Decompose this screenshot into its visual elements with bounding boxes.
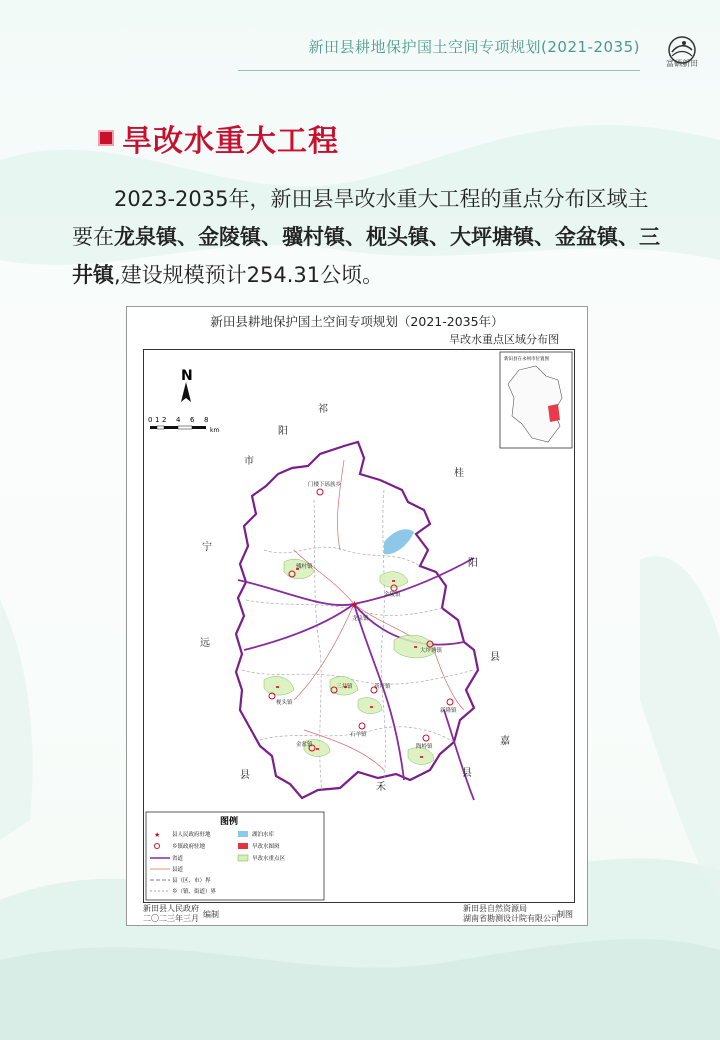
paragraph-part-2: ,建设规模预计254.31公顷。 (114, 263, 384, 287)
scale-bar (148, 416, 219, 434)
county-seat-star-icon: ★ (350, 600, 359, 611)
neighbor-label-3: 市 (244, 456, 254, 467)
scale-tick-0: 0 (148, 416, 153, 424)
map-frame (143, 349, 575, 903)
legend-county-road: 县道 (172, 867, 184, 873)
town-label-xinlong: 新隆镇 (440, 708, 457, 714)
neighbor-label-4: 桂 (454, 468, 464, 479)
neighbor-label-5: 阳 (468, 558, 478, 569)
neighbor-label-8: 县 (490, 652, 500, 663)
town-label-shiyang: 石羊镇 (350, 732, 367, 738)
town-label-dapingtang: 大坪塘镇 (420, 648, 443, 654)
scale-tick-5: 8 (204, 416, 209, 424)
legend-county-seat: 县人民政府驻地 (172, 832, 211, 838)
legend-title: 图例 (220, 817, 239, 827)
town-label-xingzhong: 新圩镇 (374, 684, 391, 690)
north-arrow-icon (181, 368, 193, 402)
header-title: 新田县耕地保护国土空间专项规划(2021-2035) (308, 38, 640, 56)
scale-tick-2: 2 (162, 416, 167, 424)
paragraph-towns: 龙泉镇、金陵镇、骥村镇、枧头镇、大坪塘镇、金盆镇、三井镇 (72, 225, 660, 287)
legend-town-seat: 乡镇政府驻地 (172, 844, 206, 850)
scale-tick-3: 4 (176, 416, 181, 424)
neighbor-label-7: 远 (200, 638, 210, 649)
legend-town-boundary: 乡（镇、街道）界 (172, 889, 217, 895)
map-figure (126, 306, 588, 926)
neighbor-label-1: 祁 (318, 404, 328, 415)
header-divider (238, 70, 640, 71)
town-label-sanjing: 三井镇 (336, 684, 353, 690)
inset-map (500, 352, 572, 448)
logo-text: 富硒新田 (666, 59, 698, 68)
town-label-jinling: 金陵镇 (384, 592, 401, 598)
inset-caption: 新田县在永州市位置图 (504, 357, 549, 362)
scale-unit: km (210, 427, 220, 434)
town-label-jiantou: 枧头镇 (276, 700, 293, 706)
section-marker-icon (98, 130, 114, 146)
legend-patch: 旱改水图斑 (252, 844, 280, 850)
neighbor-label-9: 县 (240, 770, 250, 781)
neighbor-label-10: 嘉 (500, 736, 510, 747)
paragraph-part-1: 2023-2035年，新田县旱改水重大工程的重点分布区域主要在 (72, 187, 649, 249)
town-label-menlou: 门楼下瑶族乡 (308, 482, 342, 488)
footer-compiled-label: 编制 (203, 910, 219, 919)
scale-tick-1: 1 (155, 416, 160, 424)
neighbor-label-11: 禾 (376, 782, 386, 793)
town-label-taoling: 陶岭镇 (416, 744, 433, 750)
footer-produced-label: 制图 (557, 910, 573, 919)
map-legend (146, 812, 324, 900)
legend-lake: 湖泊水库 (252, 832, 275, 838)
section-heading (98, 116, 339, 160)
svg-text:★: ★ (154, 831, 161, 839)
north-label: N (181, 368, 193, 384)
county-map (144, 350, 574, 902)
town-label-jicun: 骥村镇 (296, 564, 313, 570)
footer-compiler-org: 新田县人民政府 (143, 904, 199, 913)
body-paragraph (72, 180, 662, 294)
legend-county-boundary: 县（区、市）界 (172, 878, 211, 884)
footer-producer-org2: 湖南省勘测设计院有限公司 (463, 914, 559, 923)
scale-tick-4: 6 (190, 416, 195, 424)
neighbor-label-6: 宁 (202, 542, 212, 553)
footer-compiler-date: 二〇二三年三月 (143, 914, 199, 923)
town-label-longquan: 龙泉镇 (352, 616, 369, 622)
section-title: 旱改水重大工程 (122, 124, 339, 159)
town-label-jinpen: 金盆镇 (296, 742, 313, 748)
footer-producer-org1: 新田县自然资源局 (463, 904, 527, 913)
neighbor-label-12: 县 (462, 768, 472, 779)
legend-provincial-road: 省道 (172, 856, 184, 862)
footer-producer (463, 904, 559, 924)
neighbor-label-2: 阳 (278, 426, 288, 437)
map-subtitle: 旱改水重点区域分布图 (449, 333, 559, 346)
map-title: 新田县耕地保护国土空间专项规划（2021-2035年） (210, 314, 504, 329)
footer-compiler (143, 904, 199, 924)
page-header (0, 0, 720, 80)
legend-priority-zone: 旱改水重点区 (252, 856, 286, 862)
